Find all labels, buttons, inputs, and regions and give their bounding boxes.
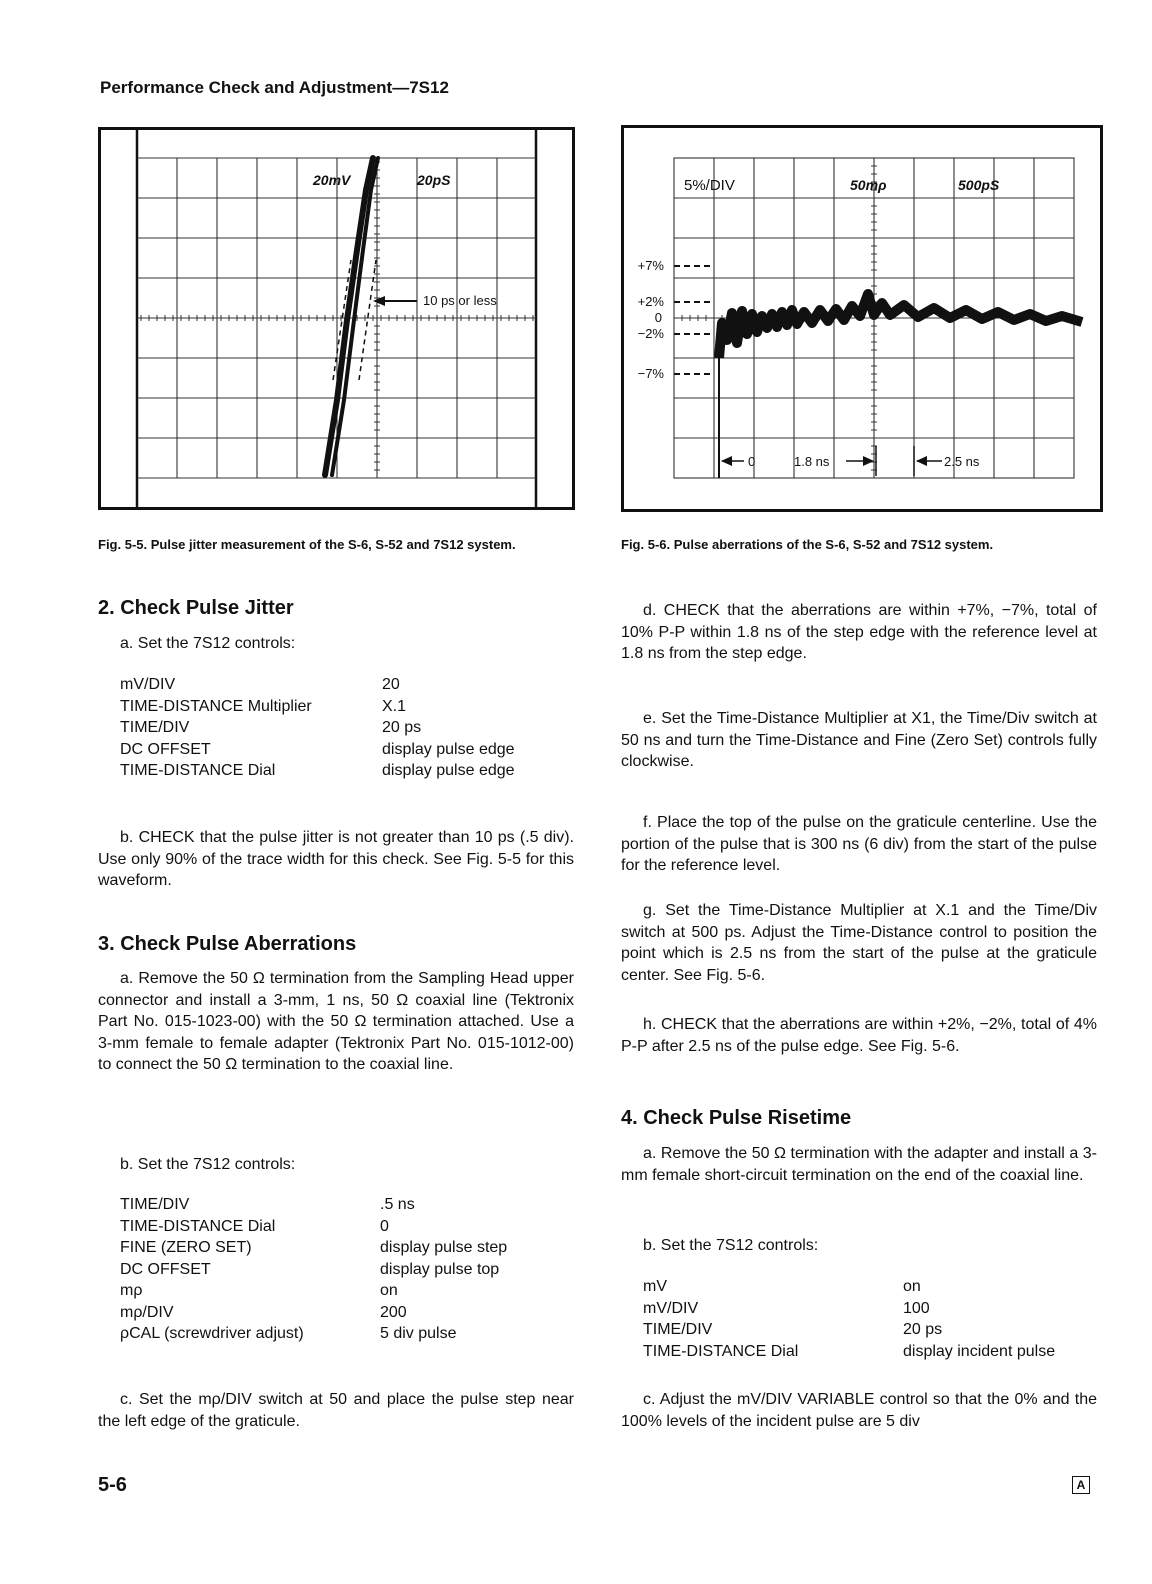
control-name: TIME-DISTANCE Dial	[120, 1217, 276, 1235]
edition-mark: A	[1072, 1476, 1090, 1494]
section-2-title: 2. Check Pulse Jitter	[98, 597, 294, 619]
page-number: 5-6	[98, 1474, 127, 1496]
control-row	[120, 1218, 540, 1240]
scale-m-readout: 50mρ	[850, 177, 887, 193]
control-name: TIME-DISTANCE Multiplier	[120, 697, 312, 715]
section-3-step-a: a. Remove the 50 Ω termination from the Sampling Head upper connector and install a 3-mm, 1 ns, 50 Ω coaxial line (Tektronix Part No. 015-1023-00) with the 50 Ω termination attached. Use a 3-mm female to female adapter (Tektronix Part No. 015-1012-00) to connect the 50 Ω termination to the coaxial line.	[98, 970, 574, 1073]
control-name: mV	[643, 1278, 667, 1295]
control-value: 20 ps	[382, 719, 422, 736]
section-3-step-h: h. CHECK that the aberrations are within +2%, −2%, total of 4% P-P after 2.5 ns of the pulse edge. See Fig. 5-6.	[621, 1016, 1097, 1055]
scale-t-readout: 500pS	[958, 177, 1000, 193]
control-value: display pulse edge	[382, 762, 515, 779]
control-value: 20	[382, 676, 400, 693]
control-value: 0	[380, 1217, 389, 1235]
control-value: display pulse step	[380, 1239, 508, 1256]
control-row	[120, 1304, 540, 1326]
control-name: ρCAL (screwdriver adjust)	[120, 1325, 304, 1342]
level-plus-2: +2%	[637, 294, 664, 309]
section-3-title: 3. Check Pulse Aberrations	[98, 933, 357, 955]
control-row	[120, 676, 540, 698]
figure-5-5	[98, 127, 575, 510]
control-value: 20 ps	[903, 1321, 943, 1338]
section-4-step-c: c. Adjust the mV/DIV VARIABLE control so that the 0% and the 100% levels of the incident pulse are 5 div	[621, 1391, 1097, 1430]
control-value: display incident pulse	[903, 1342, 1056, 1360]
jitter-trace-b	[332, 158, 378, 475]
control-name: mρ/DIV	[120, 1303, 174, 1321]
control-name: TIME/DIV	[643, 1321, 713, 1338]
level-minus-7: −7%	[637, 366, 664, 381]
control-name: FINE (ZERO SET)	[120, 1239, 252, 1256]
scale-v-readout: 5%/DIV	[684, 177, 735, 194]
fig-5-6-caption: Fig. 5-6. Pulse aberrations of the S-6, S-52 and 7S12 system.	[621, 537, 994, 552]
section-2-controls-table	[120, 676, 540, 784]
control-name: DC OFFSET	[120, 1260, 211, 1278]
section-4-step-b: b. Set the 7S12 controls:	[643, 1237, 819, 1254]
section-2-step-b: b. CHECK that the pulse jitter is not greater than 10 ps (.5 div). Use only 90% of the trace width for this check. See Fig. 5-5 for this waveform.	[98, 829, 574, 889]
fig-5-5-graticule	[101, 130, 572, 507]
section-3-step-g: g. Set the Time-Distance Multiplier at X.1 and the Time/Div switch at 500 ps. Adjust the Time-Distance control to position the point which is 2.5 ns from the start of the pulse at the graticule center. See Fig. 5-6.	[621, 902, 1097, 984]
section-3-step-f: f. Place the top of the pulse on the graticule centerline. Use the portion of the pulse that is 300 ns (6 div) from the start of the pulse for the reference level.	[621, 814, 1097, 874]
control-row	[643, 1278, 1083, 1300]
level-zero: 0	[654, 310, 662, 325]
control-name: mV/DIV	[643, 1299, 699, 1317]
running-head: Performance Check and Adjustment—7S12	[100, 78, 449, 97]
control-row	[120, 741, 540, 763]
control-row	[120, 698, 540, 720]
scale-left-readout: 20mV	[313, 172, 351, 188]
control-value: .5 ns	[380, 1196, 415, 1213]
control-row	[120, 1196, 540, 1218]
marker-zero: 0	[748, 454, 756, 469]
scale-right-readout: 20pS	[417, 172, 451, 188]
control-value: on	[903, 1278, 921, 1295]
control-row	[120, 1282, 540, 1304]
fig-5-5-caption: Fig. 5-5. Pulse jitter measurement of the S-6, S-52 and 7S12 system.	[98, 537, 516, 552]
control-name: mρ	[120, 1282, 143, 1299]
marker-1-8ns: 1.8 ns	[794, 454, 830, 469]
section-4-step-a: a. Remove the 50 Ω termination with the adapter and install a 3-mm female short-circuit termination on the end of the coaxial line.	[621, 1145, 1097, 1184]
control-value: on	[380, 1282, 398, 1299]
section-2-step-a: a. Set the 7S12 controls:	[120, 635, 296, 652]
figure-5-6	[621, 125, 1103, 512]
control-value: 5 div pulse	[380, 1325, 457, 1342]
level-minus-2: −2%	[637, 326, 664, 341]
control-value: display pulse top	[380, 1260, 500, 1278]
section-3-step-c: c. Set the mρ/DIV switch at 50 and place the pulse step near the left edge of the graticule.	[98, 1391, 574, 1430]
section-4-controls-table	[643, 1278, 1083, 1364]
control-value: 200	[380, 1303, 407, 1321]
level-plus-7: +7%	[637, 258, 664, 273]
control-row	[643, 1343, 1083, 1365]
section-3-step-e: e. Set the Time-Distance Multiplier at X1, the Time/Div switch at 50 ns and turn the Time-Distance and Fine (Zero Set) controls fully clockwise.	[621, 710, 1097, 770]
control-row	[643, 1321, 1083, 1343]
control-name: TIME/DIV	[120, 1196, 190, 1213]
control-row	[643, 1300, 1083, 1322]
marker-2-5ns: 2.5 ns	[944, 454, 980, 469]
section-3-step-b: b. Set the 7S12 controls:	[120, 1156, 296, 1173]
section-4-title: 4. Check Pulse Risetime	[621, 1107, 852, 1129]
control-row	[120, 1239, 540, 1261]
control-name: TIME-DISTANCE Dial	[120, 762, 276, 779]
control-value: X.1	[382, 697, 407, 715]
section-3-controls-table	[120, 1196, 540, 1347]
control-value: display pulse edge	[382, 740, 515, 758]
control-row	[120, 1261, 540, 1283]
control-value: 100	[903, 1299, 930, 1317]
control-row	[120, 1325, 540, 1347]
section-3-step-d: d. CHECK that the aberrations are within +7%, −7%, total of 10% P-P within 1.8 ns of the step edge with the reference level at 1.8 ns from the step edge.	[621, 602, 1097, 662]
fig-5-6-graticule	[624, 128, 1100, 509]
control-row	[120, 762, 540, 784]
control-name: DC OFFSET	[120, 740, 211, 758]
control-name: mV/DIV	[120, 676, 176, 693]
control-name: TIME-DISTANCE Dial	[643, 1342, 799, 1360]
aberration-trace	[719, 294, 1082, 358]
jitter-trace-a	[325, 158, 373, 475]
annotation-text: 10 ps or less	[423, 293, 497, 308]
control-row	[120, 719, 540, 741]
control-name: TIME/DIV	[120, 719, 190, 736]
